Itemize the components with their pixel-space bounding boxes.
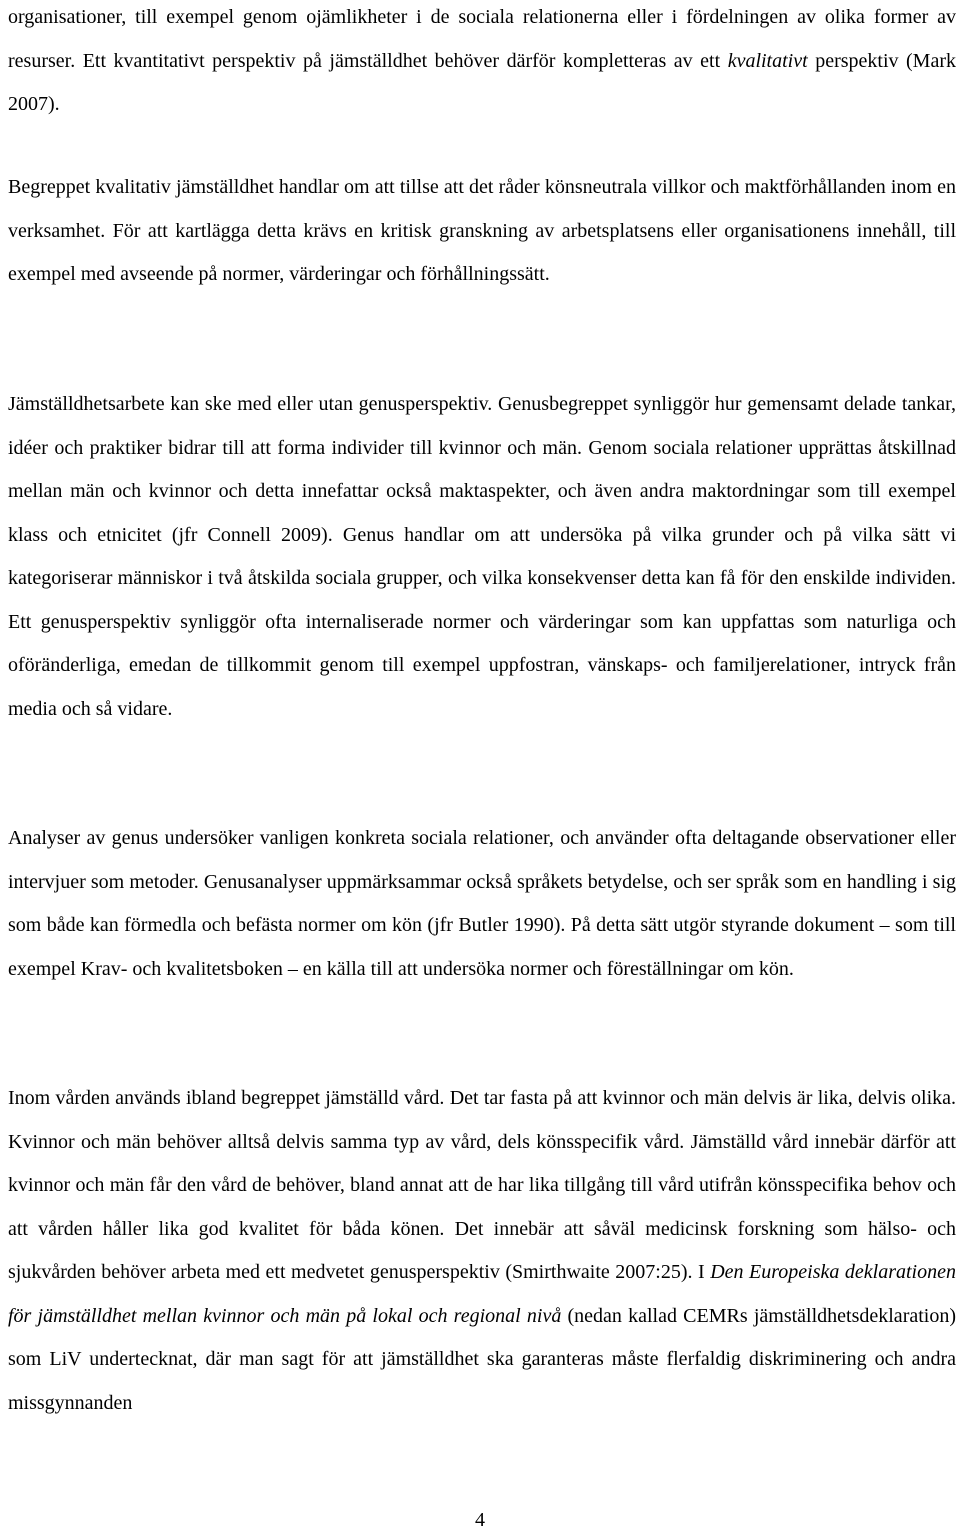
paragraph-4: [8, 817, 956, 991]
paragraph-1-text-1: organisationer, till exempel genom ojämlikheter i de sociala relationerna eller i fördelningen av olika former av resurser. Ett kvantitativt perspektiv på jämställdhet behöver därför kompletteras av ett: [8, 6, 956, 72]
paragraph-5-text-2: (nedan kallad CEMRs jämställdhetsdeklaration) som LiV undertecknat, där man sagt för att jämställdhet ska garanteras måste flerfaldig diskriminering och andra missgynnanden: [8, 1304, 956, 1414]
paragraph-1-text-2: perspektiv (Mark 2007).: [8, 49, 956, 115]
paragraph-3-text-1: Jämställdhetsarbete kan ske med eller utan genusperspektiv. Genusbegreppet synliggör hur gemensamt delade tankar, idéer och praktiker bidrar till att forma individer till kvinnor och män. Genom sociala relationer upprättas åtskillnad mellan män och kvinnor och detta innefattar också maktaspekter, och även andra maktordningar som till exempel klass och etnicitet (jfr Connell 2009). Genus handlar om att undersöka på vilka grunder och på vilka sätt vi kategoriserar människor i två åtskilda sociala grupper, och vilka konsekvenser detta kan få för den enskilde individen. Ett genusperspektiv synliggör ofta internaliserade normer och värderingar som kan uppfattas som naturliga och oföränderliga, emedan de tillkommit genom till exempel uppfostran, vänskaps- och familjerelationer, intryck från media och så vidare.: [8, 393, 956, 720]
paragraph-3: [8, 383, 956, 731]
paragraph-2-text-1: Begreppet kvalitativ jämställdhet handlar om att tillse att det råder könsneutrala villkor och maktförhållanden inom en verksamhet. För att kartlägga detta krävs en kritisk granskning av arbetsplatsens eller organisationens innehåll, till exempel med avseende på normer, värderingar och förhållningssätt.: [8, 176, 956, 285]
paragraph-2: [8, 166, 956, 297]
paragraph-5-italic-title: Den Europeiska deklarationen för jämställdhet mellan kvinnor och män på lokal och regional nivå: [8, 1261, 956, 1327]
paragraph-5-text-1: Inom vården används ibland begreppet jämställd vård. Det tar fasta på att kvinnor och män delvis är lika, delvis olika. Kvinnor och män behöver alltså delvis samma typ av vård, dels könsspecifik vård. Jämställd vård innebär därför att kvinnor och män får den vård de behöver, bland annat att de har lika tillgång till vård utifrån könsspecifika behov och att vården håller lika god kvalitet för båda könen. Det innebär att såväl medicinsk forskning som hälso- och sjukvården behöver arbeta med ett medvetet genusperspektiv (Smirthwaite 2007:25). I: [8, 1087, 956, 1283]
page-number: 4: [475, 1509, 485, 1531]
paragraph-4-text-1: Analyser av genus undersöker vanligen konkreta sociala relationer, och använder ofta deltagande observationer eller intervjuer som metoder. Genusanalyser uppmärksammar också språkets betydelse, och ser språk som en handling i sig som både kan förmedla och befästa normer om kön (jfr Butler 1990). På detta sätt utgör styrande dokument – som till exempel Krav- och kvalitetsboken – en källa till att undersöka normer och föreställningar om kön.: [8, 827, 956, 980]
paragraph-5: [8, 1077, 956, 1425]
paragraph-1: [8, 0, 956, 127]
paragraph-1-italic-term: kvalitativt: [727, 49, 808, 72]
